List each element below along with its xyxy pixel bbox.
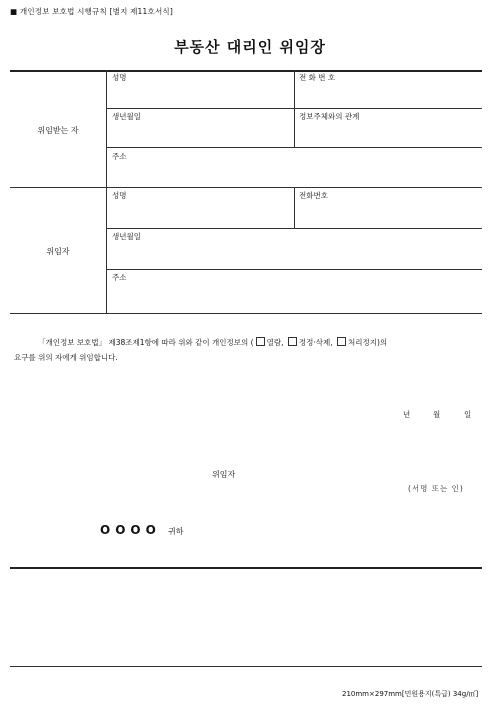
honorific: 귀하 — [168, 527, 184, 536]
form-header: ■ 개인정보 보호법 시행규칙 [별지 제11호서식] — [10, 7, 173, 16]
paper-spec-note: 210mm×297mm[민원용지(특급) 34g/㎡] — [342, 690, 479, 698]
delegate-name-label: 성명 — [112, 73, 127, 82]
statement-part2: 요구를 위의 자에게 위임합니다. — [14, 353, 118, 362]
date-month-label: 월 — [433, 410, 441, 419]
delegate-section-label: 위임받는 자 — [37, 126, 79, 135]
sign-note: (서명 또는 인) — [408, 484, 464, 493]
delegate-field-divider — [294, 70, 295, 147]
delegate-birth-label: 생년월일 — [112, 112, 141, 121]
delegator-field-divider — [294, 187, 295, 228]
delegation-statement — [38, 333, 480, 352]
delegate-row-divider-2 — [106, 147, 482, 148]
table-top-border — [10, 70, 482, 72]
delegator-name-label: 성명 — [112, 191, 127, 200]
delegator-row-divider-2 — [106, 269, 482, 270]
delegator-section-label: 위임자 — [46, 247, 70, 256]
option-correct-delete-label: 정정·삭제, — [298, 338, 333, 347]
option-suspend-label: 처리정지)의 — [347, 338, 388, 347]
page-title: 부동산 대리인 위임장 — [174, 38, 326, 56]
statement-part1: 「개인정보 보호법」 제38조제1항에 따라 위와 같이 개인정보의 ( — [38, 338, 254, 347]
option-view-label: 열람, — [266, 338, 284, 347]
recipient-name: OOOO — [100, 523, 161, 537]
delegate-relation-label: 정보주체와의 관계 — [299, 112, 360, 121]
footer-top-rule — [10, 567, 482, 569]
section-divider — [10, 187, 482, 188]
delegator-address-label: 주소 — [112, 273, 127, 282]
delegator-birth-label: 생년월일 — [112, 232, 141, 241]
checkbox-view[interactable] — [256, 337, 265, 346]
delegator-row-divider-1 — [106, 228, 482, 229]
label-column-divider — [106, 70, 107, 313]
checkbox-suspend[interactable] — [337, 337, 346, 346]
delegate-phone-label: 전 화 번 호 — [299, 73, 336, 82]
principal-label: 위임자 — [212, 470, 236, 479]
date-year-label: 년 — [403, 410, 411, 419]
footer-bottom-rule — [10, 666, 482, 667]
table-bottom-border — [10, 313, 482, 314]
delegate-address-label: 주소 — [112, 152, 127, 161]
date-day-label: 일 — [464, 410, 472, 419]
checkbox-correct-delete[interactable] — [288, 337, 297, 346]
delegator-phone-label: 전화번호 — [299, 191, 328, 200]
